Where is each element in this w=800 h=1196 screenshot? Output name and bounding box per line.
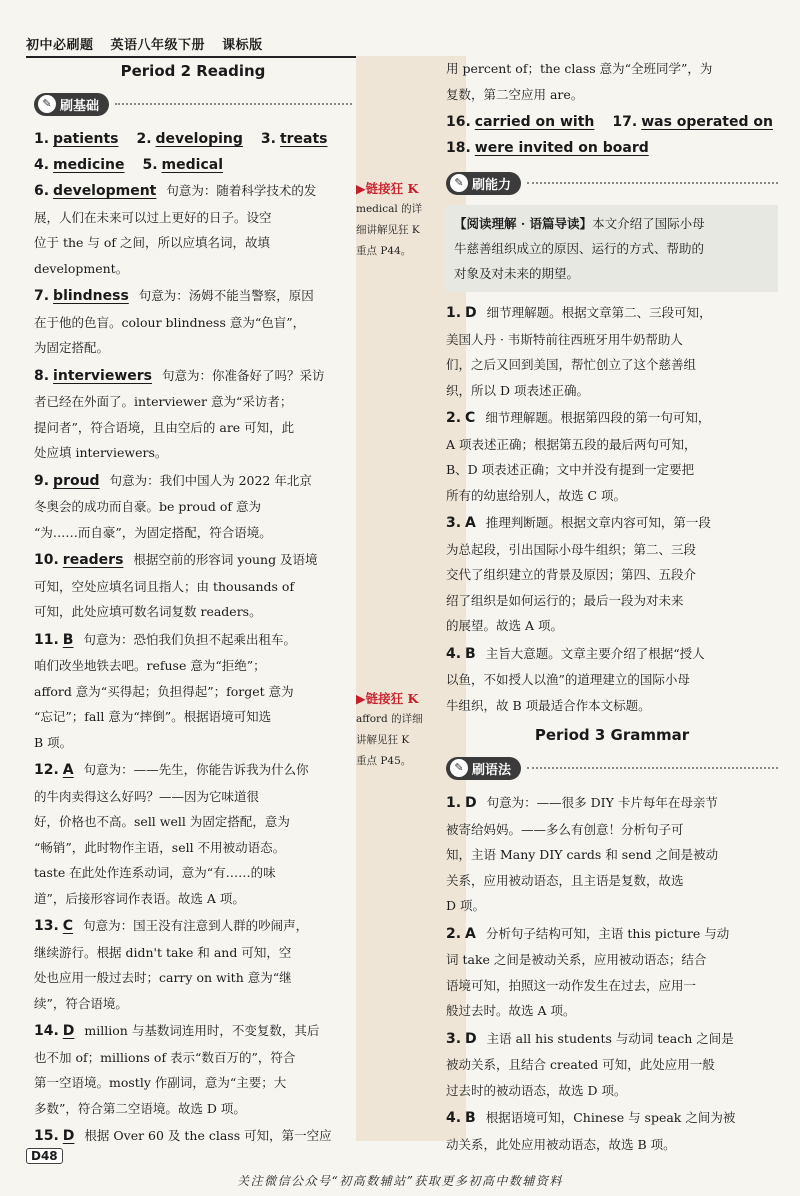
q-answer: A bbox=[465, 515, 476, 531]
page-number: D48 bbox=[26, 1148, 63, 1164]
badge-grammar bbox=[446, 756, 778, 780]
q-answer: were invited on board bbox=[474, 140, 649, 156]
q-text: D 项。 bbox=[446, 898, 485, 913]
question-10 bbox=[34, 547, 352, 625]
q-text: 词 take 之间是被动关系，应用被动语态；结合 bbox=[446, 952, 707, 967]
q-answer: proud bbox=[53, 472, 100, 489]
answer-row bbox=[446, 135, 778, 161]
q-text: 道”，后接形容词作表语。故选 A 项。 bbox=[34, 890, 245, 906]
q-text: afford 意为“买得起；负担得起”；forget 意为 bbox=[34, 683, 294, 699]
q-text: 继续游行。根据 didn't take 和 and 可知，空 bbox=[34, 944, 292, 960]
q-text: 细节理解题。根据第四段的第一句可知， bbox=[485, 410, 711, 425]
q-text: 句意为：——很多 DIY 卡片每年在母亲节 bbox=[486, 795, 718, 810]
question-11 bbox=[34, 627, 352, 756]
q-text: 句意为：国王没有注意到人群的吵闹声， bbox=[83, 918, 309, 933]
q-answer: C bbox=[62, 918, 74, 934]
q-answer: carried on with bbox=[474, 114, 595, 130]
q-text: 根据语境可知，Chinese 与 speak 之间为被 bbox=[485, 1110, 736, 1125]
q-num: 9. bbox=[34, 472, 50, 489]
note-tag: ▶链接狂 K bbox=[356, 691, 419, 706]
q-text: 所有的幼崽给别人，故选 C 项。 bbox=[446, 487, 627, 503]
q-answer: developing bbox=[155, 131, 243, 147]
right-column bbox=[446, 56, 778, 1159]
q-num: 17. bbox=[612, 114, 638, 130]
q-num: 7. bbox=[34, 288, 50, 304]
question-8 bbox=[34, 363, 352, 466]
q-text: 交代了组织建立的背景及原因；第四、五段介 bbox=[446, 567, 697, 582]
q-num: 1. bbox=[446, 795, 462, 811]
grammar-1 bbox=[446, 790, 778, 919]
q-text: 被寄给妈妈。——多么有创意！分析句子可 bbox=[446, 821, 684, 837]
q-text: million 与基数词连用时，不变复数，其后 bbox=[84, 1023, 320, 1038]
q-text: 为固定搭配。 bbox=[34, 340, 110, 355]
badge-basic bbox=[34, 92, 352, 116]
q-text: 第一空语境。mostly 作副词，意为“主要；大 bbox=[34, 1075, 287, 1090]
q-answer: readers bbox=[62, 552, 124, 568]
reading-2 bbox=[446, 405, 778, 508]
q-text: 绍了组织是如何运行的；最后一段为对未来 bbox=[446, 592, 684, 608]
q-text: 复数，第二空应用 are。 bbox=[446, 86, 584, 102]
grammar-3 bbox=[446, 1026, 778, 1104]
badge-pill bbox=[34, 93, 109, 116]
answer-row bbox=[446, 109, 778, 135]
q-text: B、D 项表述正确；文中并没有提到一定要把 bbox=[446, 462, 695, 477]
reading-4 bbox=[446, 641, 778, 719]
q-answer: medicine bbox=[53, 157, 125, 173]
q-num: 4. bbox=[34, 157, 50, 173]
question-7 bbox=[34, 283, 352, 361]
badge-label: 刷能力 bbox=[472, 177, 512, 193]
q-text: 以鱼，不如授人以渔”的道理建立的国际小母 bbox=[446, 672, 690, 687]
q-num: 6. bbox=[34, 183, 50, 199]
reading-3 bbox=[446, 510, 778, 639]
q-answer: development bbox=[53, 183, 157, 199]
q-text: 处应填 interviewers。 bbox=[34, 445, 168, 460]
q-text: 分析句子结构可知，主语 this picture 与动 bbox=[485, 925, 730, 941]
q-text: 可知，空处应填名词且指人；由 thousands of bbox=[34, 578, 295, 594]
q-text: 牛组织，故 B 项最适合作本文标题。 bbox=[446, 697, 651, 713]
q-text: “畅销”，此时物作主语，sell 不用被动语态。 bbox=[34, 839, 286, 855]
q-text: 主语 all his students 与动词 teach 之间是 bbox=[486, 1030, 734, 1046]
q-num: 4. bbox=[446, 1110, 462, 1126]
grammar-4 bbox=[446, 1105, 778, 1157]
guide-text: 对象及对未来的期望。 bbox=[454, 266, 580, 281]
badge-dotted-line bbox=[527, 767, 778, 769]
header-edition: 课标版 bbox=[222, 38, 263, 53]
q-text: 主旨大意题。文章主要介绍了根据“授人 bbox=[485, 645, 705, 661]
badge-pill bbox=[446, 757, 521, 780]
q-text: 根据 Over 60 及 the class 可知，第一空应 bbox=[84, 1128, 332, 1143]
q-answer: A bbox=[465, 925, 476, 942]
q-num: 3. bbox=[446, 515, 462, 531]
pencil-icon: ✎ bbox=[450, 174, 468, 192]
question-15 bbox=[34, 1123, 352, 1150]
pencil-icon: ✎ bbox=[38, 95, 56, 113]
q-answer: blindness bbox=[53, 288, 129, 304]
footer-note: 关注微信公众号“初高数辅站”获取更多初高中数辅资料 bbox=[237, 1174, 563, 1188]
q-answer: medical bbox=[161, 157, 223, 173]
note-line: 重点 P44。 bbox=[356, 245, 412, 257]
q-text: 的展望。故选 A 项。 bbox=[446, 618, 563, 633]
q-answer: A bbox=[62, 762, 74, 778]
note-line: 细讲解见狂 K bbox=[356, 224, 420, 236]
q-answer: B bbox=[465, 645, 476, 662]
left-column bbox=[34, 60, 352, 1152]
q-text: 咱们改坐地铁去吧。refuse 意为“拒绝”； bbox=[34, 658, 266, 673]
badge-label: 刷基础 bbox=[60, 98, 100, 114]
q-text: 好，价格也不高。sell well 为固定搭配，意为 bbox=[34, 814, 290, 829]
q-text: 句意为：恐怕我们负担不起乘出租车。 bbox=[83, 631, 296, 647]
guide-label: 【阅读理解 · 语篇导读】 bbox=[454, 216, 593, 231]
q-text: 冬奥会的成功而自豪。be proud of 意为 bbox=[34, 499, 262, 514]
q-num: 13. bbox=[34, 918, 59, 934]
q-text: 用 percent of；the class 意为“全班同学”，为 bbox=[446, 61, 713, 76]
q-num: 1. bbox=[34, 131, 50, 147]
q-text: 知，主语 Many DIY cards 和 send 之间是被动 bbox=[446, 847, 719, 862]
q-answer: was operated on bbox=[641, 114, 773, 130]
q-text: 多数”，符合第二空语境。故选 D 项。 bbox=[34, 1100, 246, 1116]
q-text: 关系，应用被动语态，且主语是复数，故选 bbox=[446, 872, 684, 888]
q-text: 们，之后又回到美国，帮忙创立了这个慈善组 bbox=[446, 357, 697, 372]
question-13 bbox=[34, 913, 352, 1016]
q-num: 11. bbox=[34, 631, 59, 648]
q-num: 3. bbox=[260, 131, 276, 147]
q-num: 2. bbox=[446, 410, 462, 426]
note-line: afford 的详细 bbox=[356, 713, 423, 725]
q-text: 推理判断题。根据文章内容可知，第一段 bbox=[485, 515, 711, 530]
q-text: 展，人们在未来可以过上更好的日子。设空 bbox=[34, 209, 272, 225]
q-answer: C bbox=[465, 410, 476, 426]
question-9 bbox=[34, 468, 352, 546]
q-answer: B bbox=[465, 1110, 476, 1126]
note-line: 重点 P45。 bbox=[356, 755, 412, 767]
reading-guide bbox=[446, 205, 778, 292]
q-num: 4. bbox=[446, 645, 462, 662]
q-text: 句意为：——先生，你能告诉我为什么你 bbox=[83, 762, 309, 777]
pencil-icon: ✎ bbox=[450, 759, 468, 777]
q-num: 14. bbox=[34, 1023, 59, 1039]
q-answer: B bbox=[62, 631, 74, 648]
question-6 bbox=[34, 178, 352, 281]
margin-note-medical bbox=[356, 178, 456, 262]
badge-label: 刷语法 bbox=[472, 762, 512, 778]
badge-ability bbox=[446, 171, 778, 195]
q-text: 织，所以 D 项表述正确。 bbox=[446, 382, 589, 398]
note-line: 讲解见狂 K bbox=[356, 734, 410, 746]
badge-dotted-line bbox=[527, 182, 778, 184]
answer-row bbox=[34, 126, 352, 152]
header-subject: 英语八年级下册 bbox=[110, 38, 206, 53]
margin-note-afford bbox=[356, 688, 456, 772]
q-text: 位于 the 与 of 之间，所以应填名词，故填 bbox=[34, 235, 271, 250]
note-tag: ▶链接狂 K bbox=[356, 181, 419, 196]
q-text: 为总起段，引出国际小母牛组织；第二、三段 bbox=[446, 541, 697, 557]
q-num: 2. bbox=[136, 131, 152, 147]
q-num: 2. bbox=[446, 925, 462, 942]
q-text: 动关系，此处应用被动语态，故选 B 项。 bbox=[446, 1136, 676, 1152]
q-text: 续”，符合语境。 bbox=[34, 995, 128, 1011]
q-answer: D bbox=[465, 305, 477, 321]
badge-dotted-line bbox=[115, 103, 352, 105]
q-text: 美国人丹 · 韦斯特前往西班牙用牛奶帮助人 bbox=[446, 331, 683, 347]
question-12 bbox=[34, 757, 352, 911]
q-num: 10. bbox=[34, 552, 59, 568]
q-answer: D bbox=[465, 1030, 477, 1047]
q-answer: D bbox=[465, 795, 477, 811]
q-num: 1. bbox=[446, 305, 462, 321]
q-text: 根据空前的形容词 young 及语境 bbox=[133, 552, 318, 567]
q-answer: D bbox=[62, 1128, 75, 1144]
q-text: “忘记”；fall 意为“摔倒”。根据语境可知选 bbox=[34, 709, 272, 724]
grammar-2 bbox=[446, 921, 778, 1024]
q-num: 12. bbox=[34, 762, 59, 778]
q-text: development。 bbox=[34, 260, 129, 276]
q-num: 3. bbox=[446, 1030, 462, 1047]
q-answer: patients bbox=[53, 131, 119, 147]
q-num: 18. bbox=[446, 140, 471, 156]
guide-text: 本文介绍了国际小母 bbox=[592, 216, 705, 231]
q-num: 5. bbox=[142, 157, 158, 173]
q-text: “为……而自豪”，为固定搭配，符合语境。 bbox=[34, 524, 272, 540]
q-text: taste 在此处作连系动词，意为“有……的味 bbox=[34, 865, 276, 880]
q-text: 的牛肉卖得这么好吗？——因为它味道很 bbox=[34, 788, 260, 804]
q-text: A 项表述正确；根据第五段的最后两句可知， bbox=[446, 436, 697, 452]
question-14 bbox=[34, 1018, 352, 1121]
q-text: 过去时的被动语态，故选 D 项。 bbox=[446, 1082, 627, 1098]
q-answer: treats bbox=[279, 131, 328, 147]
guide-text: 牛慈善组织成立的原因、运行的方式、帮助的 bbox=[454, 241, 705, 256]
q-text: 语境可知，拍照这一动作发生在过去，应用一 bbox=[446, 977, 697, 993]
q-text: 提问者”，符合语境，且由空后的 are 可知，此 bbox=[34, 419, 295, 435]
header-book: 初中必刷题 bbox=[26, 38, 94, 53]
header-rule bbox=[26, 56, 356, 58]
q-answer: interviewers bbox=[53, 367, 152, 384]
q-text: 细节理解题。根据文章第二、三段可知， bbox=[486, 305, 712, 320]
q-text: 被动关系，且结合 created 可知，此处应用一般 bbox=[446, 1057, 715, 1072]
q-text: 般过去时。故选 A 项。 bbox=[446, 1003, 576, 1018]
q-text: B 项。 bbox=[34, 734, 73, 750]
note-line: medical 的详 bbox=[356, 203, 423, 215]
q-text: 也不加 of；millions of 表示“数百万的”，符合 bbox=[34, 1049, 296, 1065]
q-answer: D bbox=[62, 1023, 75, 1039]
q-text: 句意为：随着科学技术的发 bbox=[166, 183, 317, 198]
period2-title: Period 2 Reading bbox=[120, 62, 266, 80]
q-num: 16. bbox=[446, 114, 471, 130]
badge-pill bbox=[446, 172, 521, 195]
period3-title: Period 3 Grammar bbox=[534, 726, 690, 744]
q-text: 在于他的色盲。colour blindness 意为“色盲”， bbox=[34, 314, 306, 330]
q-text: 者已经在外面了。interviewer 意为“采访者； bbox=[34, 394, 293, 409]
question-15-continued bbox=[446, 56, 778, 107]
q-text: 句意为：汤姆不能当警察，原因 bbox=[138, 288, 314, 303]
q-text: 句意为：我们中国人为 2022 年北京 bbox=[109, 472, 312, 488]
q-text: 句意为：你准备好了吗？采访 bbox=[162, 367, 325, 383]
q-text: 处也应用一般过去时；carry on with 意为“继 bbox=[34, 970, 292, 985]
reading-1 bbox=[446, 300, 778, 403]
q-num: 8. bbox=[34, 367, 50, 384]
q-text: 可知，此处应填可数名词复数 readers。 bbox=[34, 604, 262, 619]
q-num: 15. bbox=[34, 1128, 59, 1144]
page-header bbox=[26, 34, 275, 53]
answer-row bbox=[34, 152, 352, 178]
